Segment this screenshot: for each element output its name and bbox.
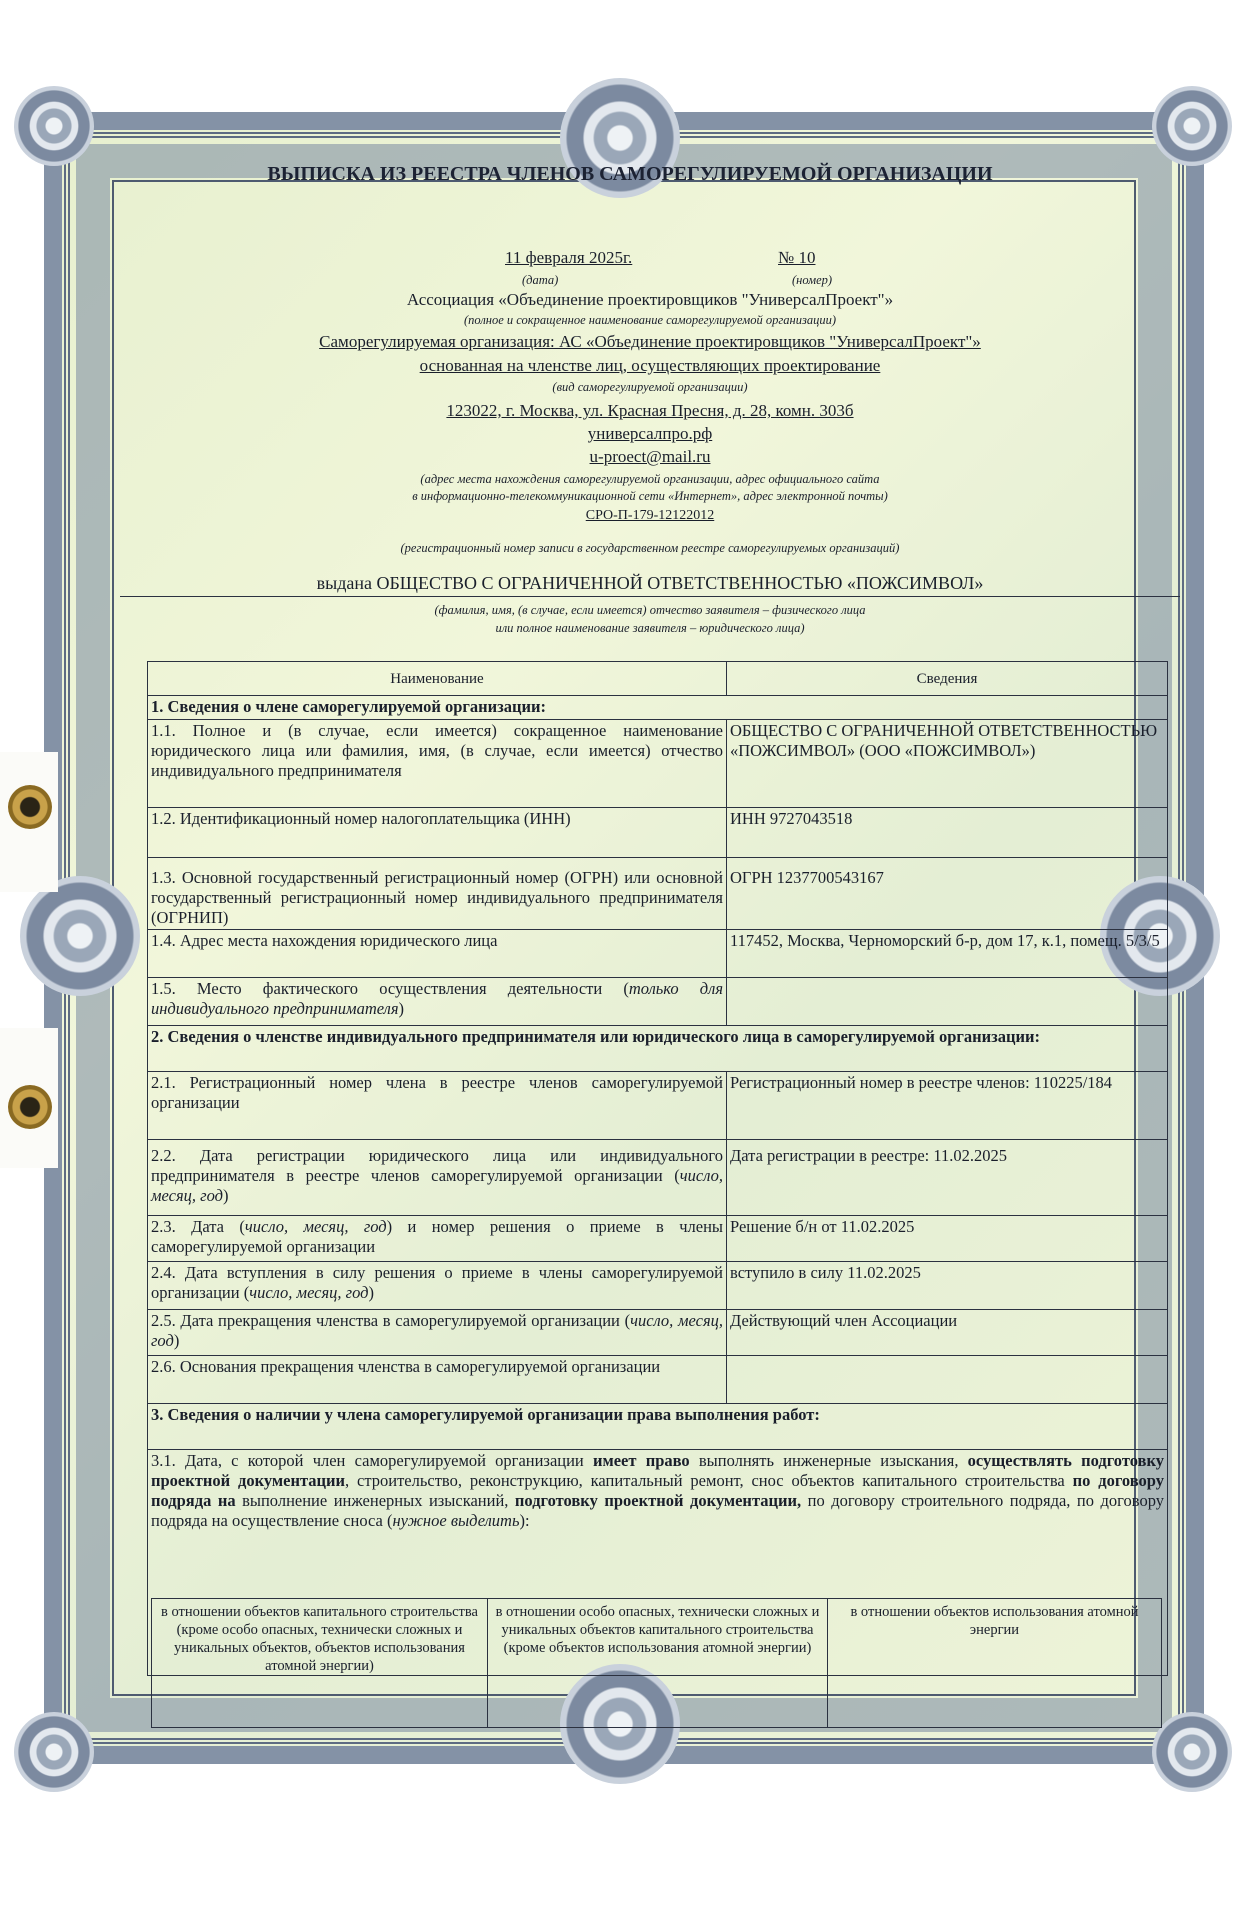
row-1-3-name: 1.3. Основной государственный регистрационный номер (ОГРН) или основной государственный регистрационный номер индивидуального предпринимателя (ОГРНИП) (148, 858, 727, 930)
issued-to: выдана ОБЩЕСТВО С ОГРАНИЧЕННОЙ ОТВЕТСТВЕННОСТЬЮ «ПОЖСИМВОЛ» (120, 572, 1180, 597)
row-2-4-name (148, 1262, 727, 1310)
contacts-caption: в информационно-телекоммуникационной сети «Интернет», адрес электронной почты) (412, 489, 888, 503)
org-type-caption: (вид саморегулируемой организации) (552, 380, 748, 394)
row-2-6-name: 2.6. Основания прекращения членства в саморегулируемой организации (148, 1356, 727, 1404)
row-1-2-name: 1.2. Идентификационный номер налогоплательщика (ИНН) (148, 808, 727, 858)
row-3-1-text: 3.1. Дата, с которой член саморегулируемой организации (151, 1451, 593, 1470)
row-2-3-note: число, месяц, год (244, 1217, 387, 1236)
org-type: основанная на членстве лиц, осуществляющих проектирование (419, 356, 881, 375)
row-3-1-bold: подготовку проектной документации, (514, 1491, 802, 1510)
rosette-bottom-right-icon (1152, 1712, 1232, 1792)
rosette-top-left-icon (14, 86, 94, 166)
row-2-6-value (727, 1356, 1168, 1404)
row-2-4-note: число, месяц, год (249, 1283, 369, 1302)
column-header-info: Сведения (727, 662, 1168, 696)
row-3-1-bold: по договору подряда на (151, 1471, 1164, 1510)
section-1-heading: 1. Сведения о члене саморегулируемой организации: (148, 696, 1168, 720)
rosette-bottom-left-icon (14, 1712, 94, 1792)
row-3-1-note: нужное выделить (392, 1511, 520, 1530)
row-1-4-name: 1.4. Адрес места нахождения юридического лица (148, 930, 727, 978)
row-2-2-text-end: ) (222, 1186, 229, 1205)
rights-nuclear-objects: в отношении объектов использования атомной энергии (828, 1599, 1162, 1728)
row-1-4-value: 117452, Москва, Черноморский б-р, дом 17, к.1, помещ. 5/3/5 (727, 930, 1168, 978)
row-2-3-text: 2.3. Дата ( (151, 1217, 245, 1236)
number-value: № 10 (778, 248, 816, 267)
row-2-1-value: Регистрационный номер в реестре членов: 110225/184 (727, 1072, 1168, 1140)
rights-hazardous-objects: в отношении особо опасных, технически сложных и уникальных объектов капитального строительства (кроме объектов использования атомной энергии) (488, 1599, 828, 1728)
org-full-name: Ассоциация «Объединение проектировщиков "УниверсалПроект"» (406, 290, 894, 309)
row-3-1-text: , строительство, реконструкцию, капитальный ремонт, снос объектов капитального строительства (345, 1471, 1073, 1490)
date-caption: (дата) (522, 273, 559, 287)
org-address: 123022, г. Москва, ул. Красная Пресня, д. 28, комн. 303б (446, 401, 854, 420)
row-1-5-text: 1.5. Место фактического осуществления деятельности ( (151, 979, 629, 998)
row-2-2-text: 2.2. Дата регистрации юридического лица или индивидуального предпринимателя в реестре членов саморегулируемой организации ( (151, 1146, 723, 1185)
eyelet-icon (8, 785, 52, 829)
org-email-link[interactable]: u-proect@mail.ru (589, 447, 711, 466)
row-1-1-name: 1.1. Полное и (в случае, если имеется) сокращенное наименование юридического лица или фамилия, имя, (в случае, если имеется) отчество индивидуального предпринимателя (148, 720, 727, 808)
row-2-5-text: 2.5. Дата прекращения членства в саморегулируемой организации ( (151, 1311, 631, 1330)
date-number-row (0, 248, 1241, 287)
row-1-5-text-end: ) (398, 999, 405, 1018)
row-2-5-value: Действующий член Ассоциации (727, 1310, 1168, 1356)
row-2-5-name (148, 1310, 727, 1356)
row-3-1-text-end: ): (519, 1511, 530, 1530)
row-2-4-text: 2.4. Дата вступления в силу решения о приеме в члены саморегулируемой организации ( (151, 1263, 723, 1302)
eyelet-icon (8, 1085, 52, 1129)
row-1-5-note: только для индивидуального предпринимателя (151, 979, 723, 1018)
row-2-5-text-end: ) (173, 1331, 180, 1350)
reg-number-caption: (регистрационный номер записи в государственном реестре саморегулируемых организаций) (400, 541, 900, 555)
row-2-4-value: вступило в силу 11.02.2025 (727, 1262, 1168, 1310)
row-2-1-name: 2.1. Регистрационный номер члена в реестре членов саморегулируемой организации (148, 1072, 727, 1140)
row-1-1-value: ОБЩЕСТВО С ОГРАНИЧЕННОЙ ОТВЕТСТВЕННОСТЬЮ «ПОЖСИМВОЛ» (ООО «ПОЖСИМВОЛ») (727, 720, 1168, 808)
sro-reg-number: СРО-П-179-12122012 (585, 508, 715, 523)
row-2-3-text-end: ) и номер решения о приеме в члены саморегулируемой организации (151, 1217, 723, 1256)
row-1-5-value (727, 978, 1168, 1026)
org-short-name: Саморегулируемая организация: АС «Объединение проектировщиков "УниверсалПроект"» (319, 332, 981, 351)
rosette-left-icon (20, 876, 140, 996)
section-2-heading: 2. Сведения о членстве индивидуального предпринимателя или юридического лица в саморегулируемой организации: (148, 1026, 1168, 1072)
contacts-caption: (адрес места нахождения саморегулируемой организации, адрес официального сайта (420, 472, 880, 486)
row-3-1-text: по договору строительного подряда, по договору подряда на осуществление сноса ( (151, 1491, 1164, 1530)
register-table (147, 661, 1168, 1676)
row-2-4-text-end: ) (368, 1283, 374, 1302)
row-2-2-note: число, месяц, год (151, 1166, 723, 1205)
row-3-1-bold: имеет право (592, 1451, 690, 1470)
section-3-heading: 3. Сведения о наличии у члена саморегулируемой организации права выполнения работ: (148, 1404, 1168, 1450)
org-name-caption: (полное и сокращенное наименование саморегулируемой организации) (463, 313, 837, 327)
date-value: 11 февраля 2025г. (505, 248, 633, 267)
row-3-1-text: выполнение инженерных изысканий, (235, 1491, 515, 1510)
row-3-1-text: выполнять инженерные изыскания, (689, 1451, 968, 1470)
page-title: ВЫПИСКА ИЗ РЕЕСТРА ЧЛЕНОВ САМОРЕГУЛИРУЕМОЙ ОРГАНИЗАЦИИ (267, 163, 993, 185)
rights-standard-objects: в отношении объектов капитального строительства (кроме особо опасных, технически сложных и уникальных объектов, объектов использования атомной энергии) (152, 1599, 488, 1728)
row-2-3-value: Решение б/н от 11.02.2025 (727, 1216, 1168, 1262)
number-caption: (номер) (792, 273, 833, 287)
column-header-name: Наименование (148, 662, 727, 696)
row-1-2-value: ИНН 9727043518 (727, 808, 1168, 858)
row-1-3-value: ОГРН 1237700543167 (727, 858, 1168, 930)
row-2-2-name (148, 1140, 727, 1216)
issued-caption: (фамилия, имя, (в случае, если имеется) отчество заявителя – физического лица (434, 603, 866, 617)
row-1-5-name (148, 978, 727, 1026)
row-3-1-bold: осуществлять подготовку проектной документации (151, 1451, 1164, 1490)
row-2-3-name (148, 1216, 727, 1262)
org-website-link[interactable]: универсалпро.рф (587, 424, 713, 443)
row-2-5-note: число, месяц, год (151, 1311, 723, 1350)
rosette-top-right-icon (1152, 86, 1232, 166)
work-rights-table (151, 1598, 1162, 1728)
issued-caption: или полное наименование заявителя – юридического лица) (495, 621, 805, 635)
row-2-2-value: Дата регистрации в реестре: 11.02.2025 (727, 1140, 1168, 1216)
